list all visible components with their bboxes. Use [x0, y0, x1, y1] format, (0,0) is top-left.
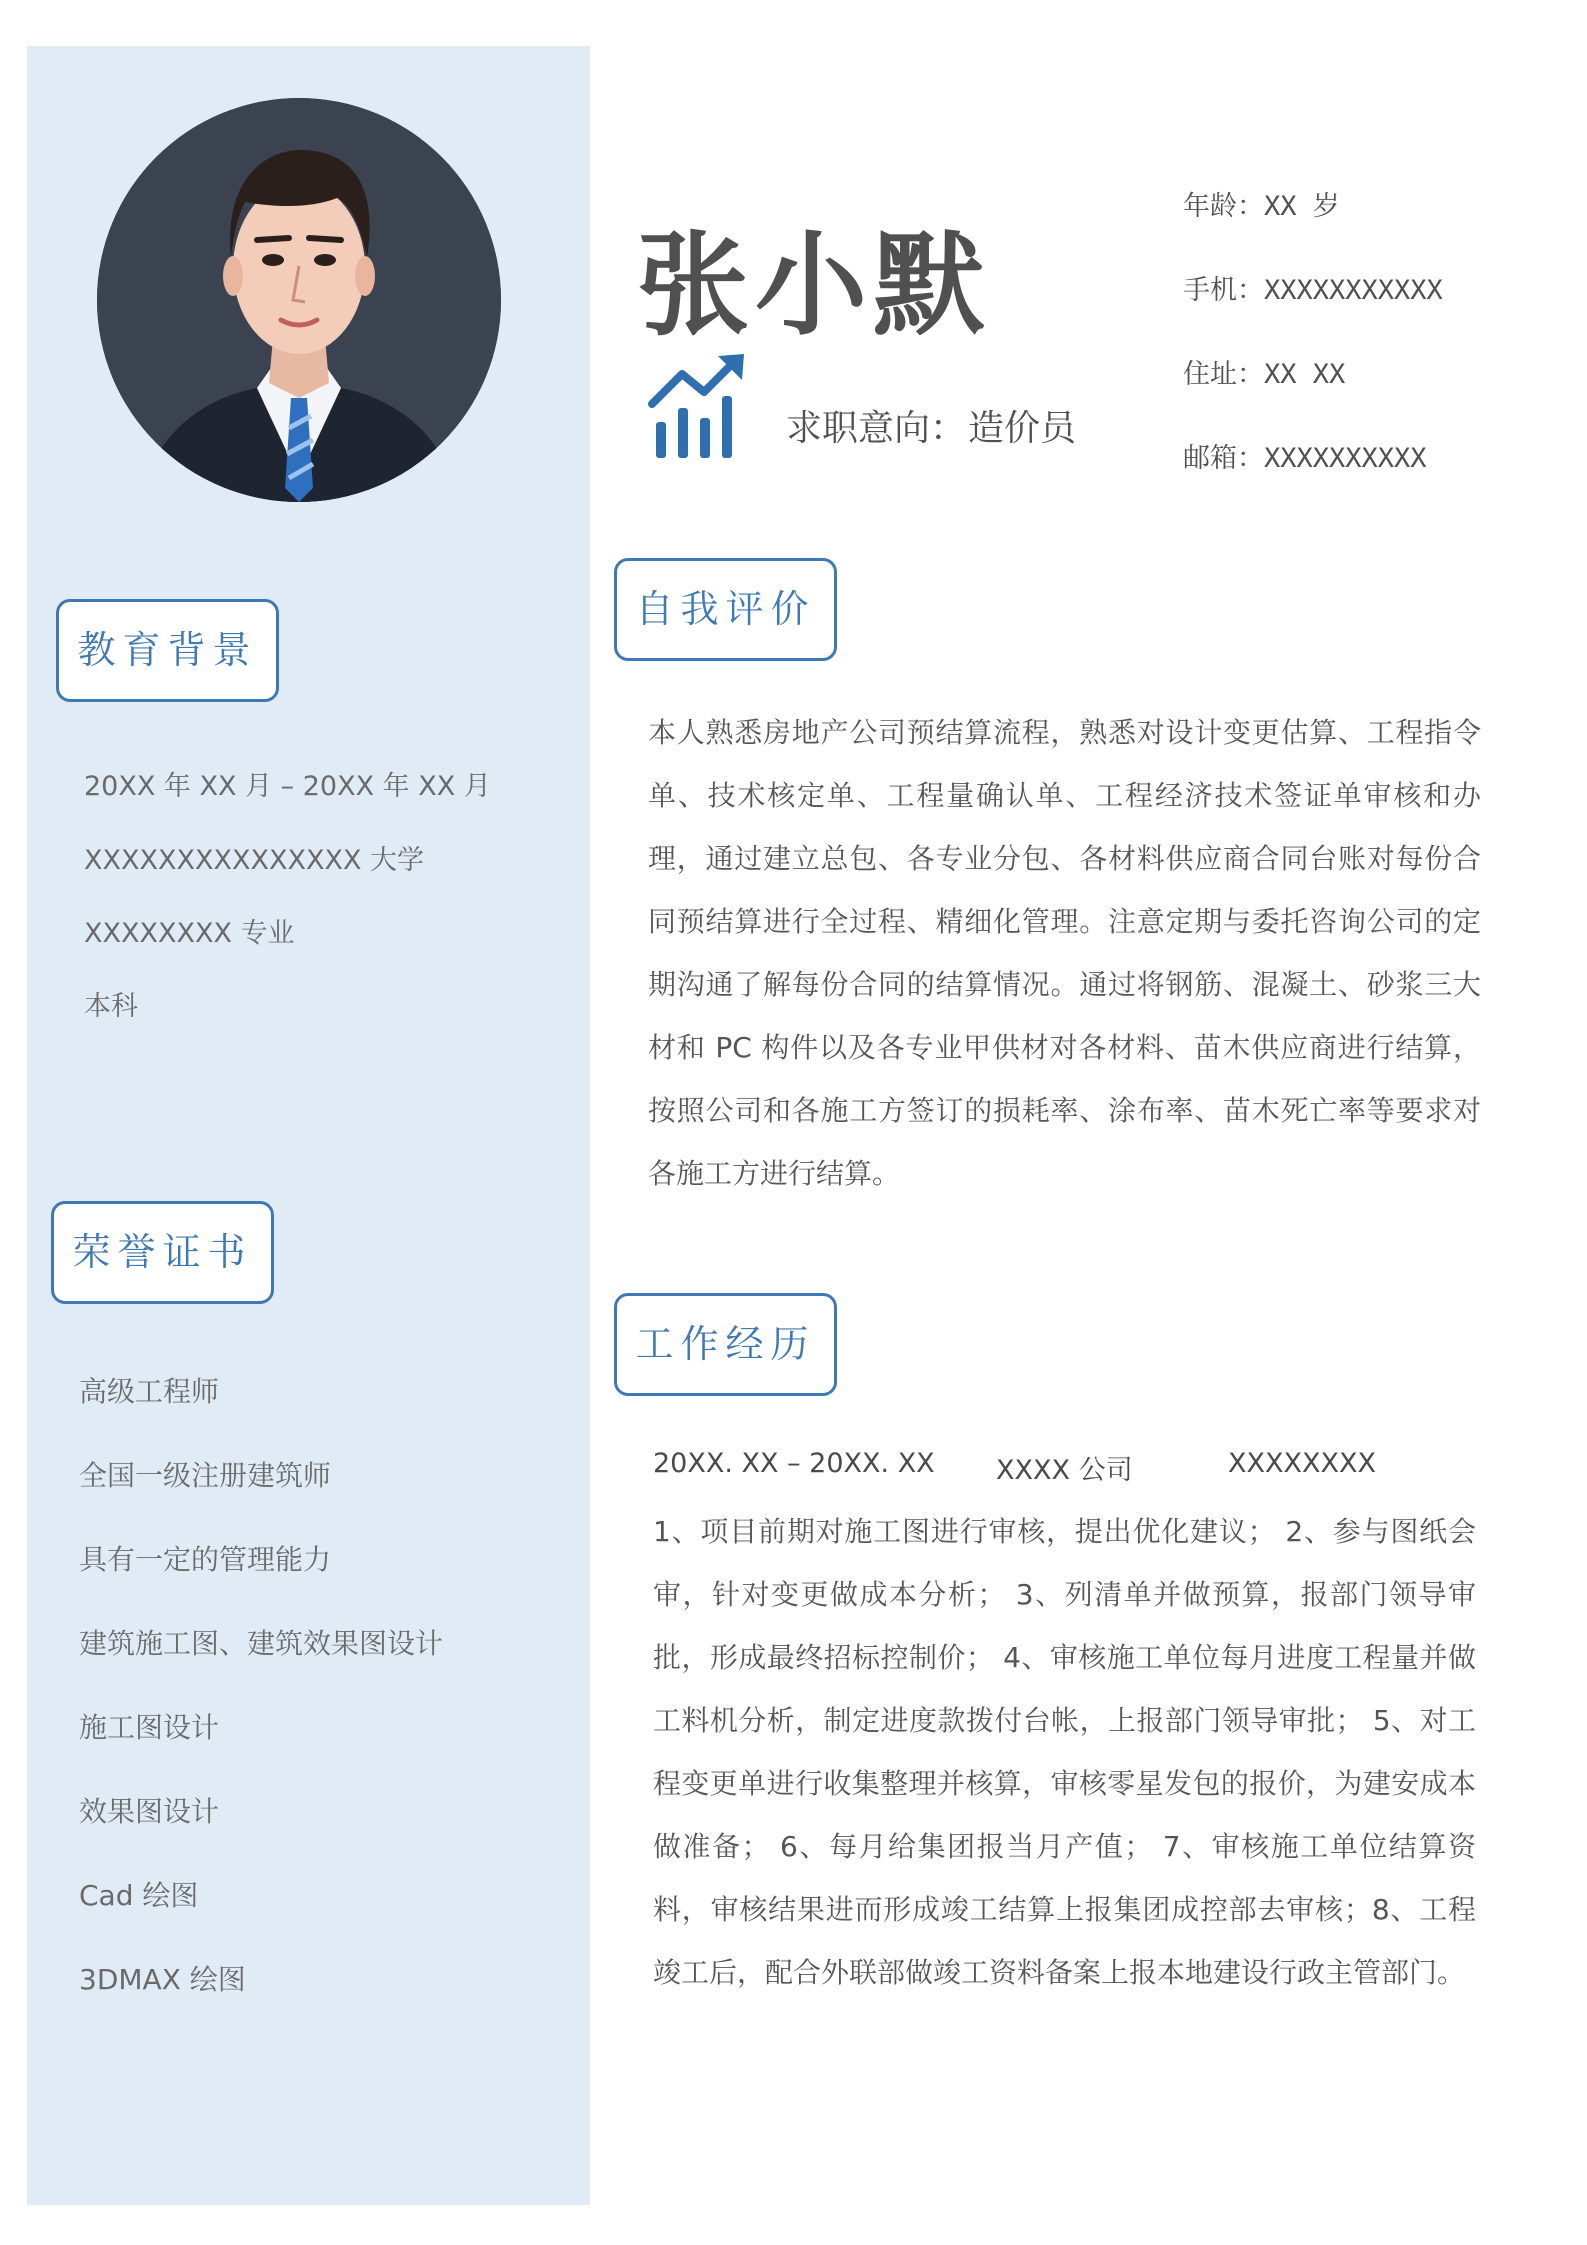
- info-label: 邮箱：: [1183, 443, 1264, 474]
- work-company: XXXX 公司: [996, 1455, 1133, 1486]
- honor-item: 效果图设计: [79, 1795, 220, 1828]
- job-objective: [786, 400, 1076, 451]
- self-evaluation-text: 本人熟悉房地产公司预结算流程，熟悉对设计变更估算、工程指令单、技术核定单、工程量确认单、工程经济技术签证单审核和办理，通过建立总包、各专业分包、各材料供应商合同台账对每份合同预结算进行全过程、精细化管理。注意定期与委托咨询公司的定期沟通了解每份合同的结算情况。通过将钢筋、混凝土、砂浆三大材和 PC 构件以及各专业甲供材对各材料、苗木供应商进行结算，按照公司和各施工方签订的损耗率、涂布率、苗木死亡率等要求对各施工方进行结算。: [648, 716, 1481, 1190]
- honor-item: 高级工程师: [79, 1375, 220, 1408]
- honor-item: 具有一定的管理能力: [79, 1543, 332, 1576]
- info-address: [1183, 352, 1345, 391]
- avatar-illustration: [97, 98, 501, 502]
- info-phone: [1183, 268, 1443, 307]
- profile-photo: [97, 98, 501, 502]
- honor-item: 施工图设计: [79, 1711, 220, 1744]
- info-value: XXXXXXXXXXX: [1264, 275, 1443, 306]
- growth-chart-icon: [648, 352, 748, 458]
- education-school: XXXXXXXXXXXXXXX 大学: [84, 845, 425, 876]
- education-major: XXXXXXXX 专业: [84, 918, 295, 949]
- education-heading: 教育背景: [56, 599, 279, 702]
- work-experience-text: 1、项目前期对施工图进行审核，提出优化建议； 2、参与图纸会审，针对变更做成本分析； 3、列清单并做预算，报部门领导审批，形成最终招标控制价； 4、审核施工单位每月进度工程量并做工料机分析，制定进度款拨付台帐，上报部门领导审批； 5、对工程变更单进行收集整理并核算，审核零星发包的报价，为建安成本做准备； 6、每月给集团报当月产值； 7、审核施工单位结算资料，审核结果进而形成竣工结算上报集团成控部去审核；8、工程竣工后，配合外联部做竣工资料备案上报本地建设行政主管部门。: [653, 1515, 1476, 1989]
- honors-heading: 荣誉证书: [51, 1201, 274, 1304]
- work-experience-heading: 工作经历: [614, 1293, 837, 1396]
- honor-item: 建筑施工图、建筑效果图设计: [79, 1627, 444, 1660]
- honor-item: 3DMAX 绘图: [79, 1963, 246, 1996]
- work-period: 20XX. XX – 20XX. XX: [653, 1448, 935, 1479]
- info-value: XX XX: [1264, 359, 1346, 390]
- education-degree: 本科: [84, 991, 138, 1022]
- self-evaluation-heading: 自我评价: [614, 558, 837, 661]
- education-period: 20XX 年 XX 月 – 20XX 年 XX 月: [84, 771, 491, 802]
- info-email: [1183, 436, 1427, 475]
- candidate-name: 张小默: [637, 221, 991, 351]
- info-label: 手机：: [1183, 275, 1264, 306]
- honor-item: 全国一级注册建筑师: [79, 1459, 332, 1492]
- info-label: 年龄：: [1183, 191, 1264, 222]
- info-value: XX 岁: [1264, 191, 1340, 222]
- honor-item: Cad 绘图: [79, 1879, 199, 1912]
- objective-value: 造价员: [968, 408, 1077, 449]
- work-position: XXXXXXXX: [1228, 1448, 1376, 1479]
- info-label: 住址：: [1183, 359, 1264, 390]
- objective-label: 求职意向：: [786, 408, 967, 449]
- info-value: XXXXXXXXXX: [1264, 443, 1427, 474]
- info-age: [1183, 184, 1340, 223]
